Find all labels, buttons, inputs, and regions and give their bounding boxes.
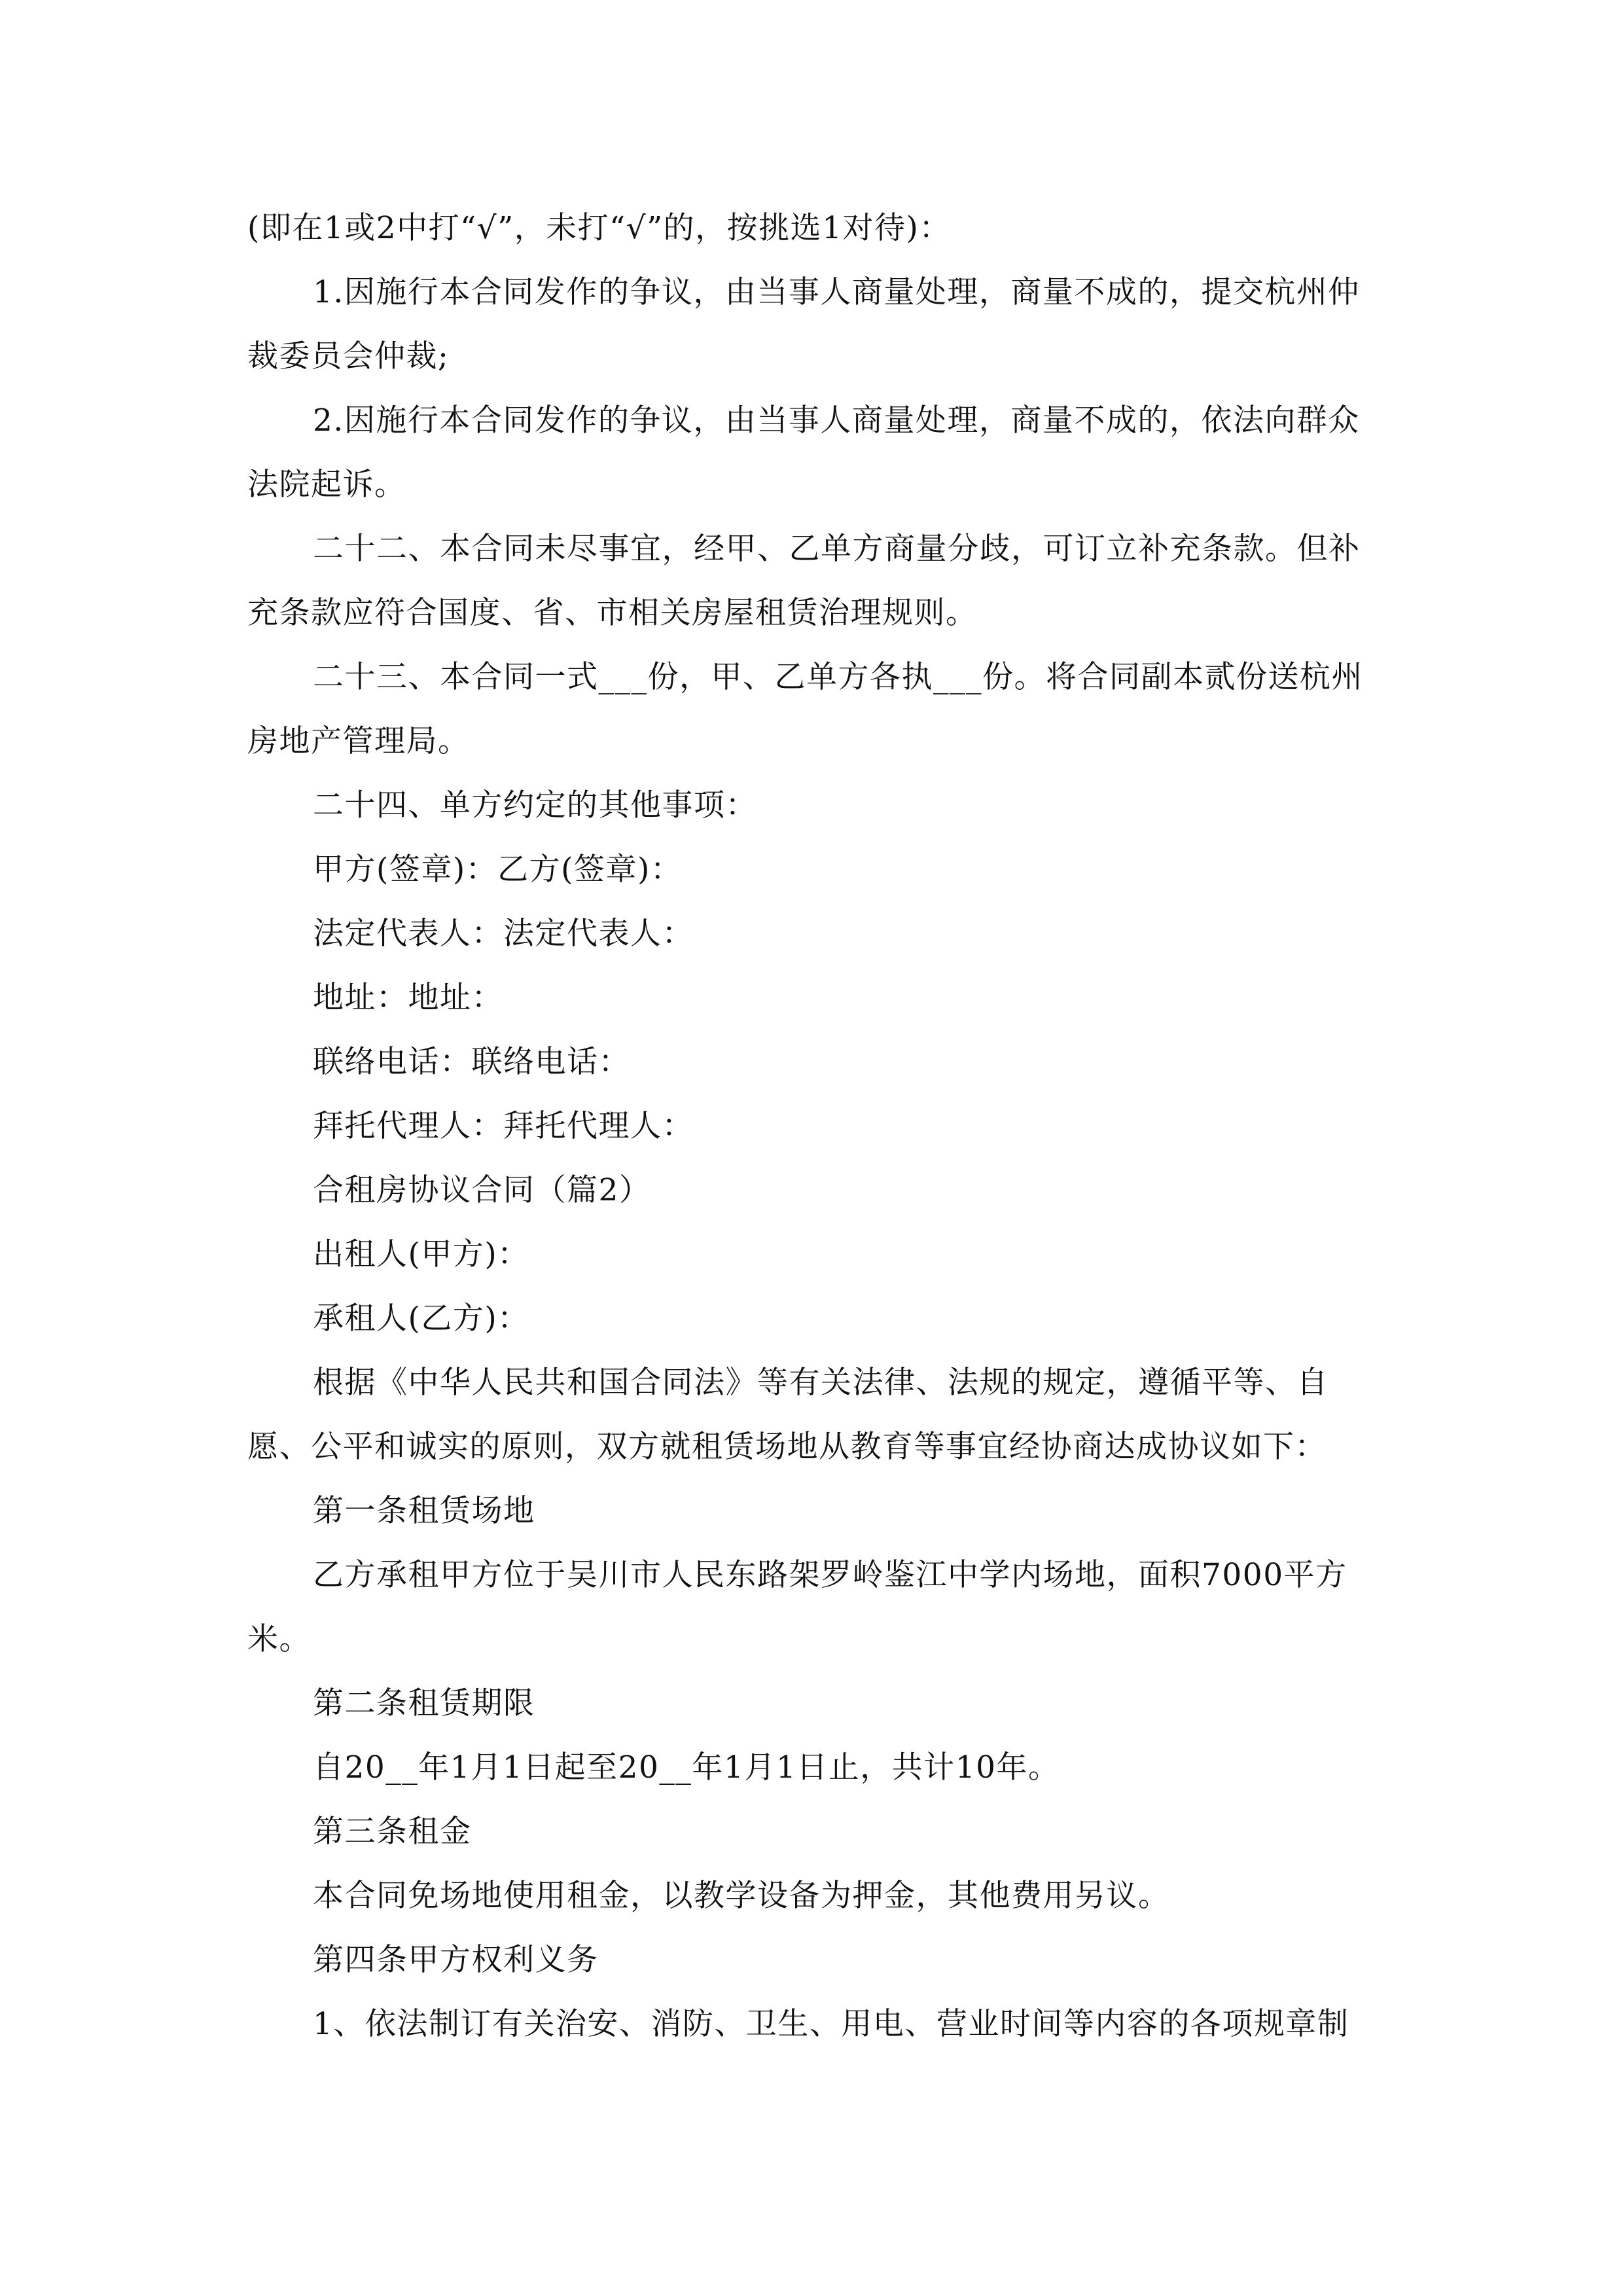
party-line: 承租人(乙方)： (313, 1300, 529, 1336)
paragraph: 二十三、本合同一式___份，甲、乙单方各执___份。将合同副本贰份送杭州房地产管理局。 (247, 659, 1363, 759)
document-body (247, 196, 1380, 2056)
paragraph: 二十四、单方约定的其他事项： (313, 787, 757, 823)
paragraph: 乙方承租甲方位于吴川市人民东路架罗岭鉴江中学内场地，面积7000平方米。 (247, 1557, 1347, 1657)
article-heading: 第一条租赁场地 (313, 1493, 535, 1529)
paragraph: 2.因施行本合同发作的争议，由当事人商量处理，商量不成的，依法向群众法院起诉。 (247, 403, 1360, 503)
article-heading: 第三条租金 (313, 1814, 472, 1850)
article-heading: 第四条甲方权利义务 (313, 1942, 599, 1978)
paragraph: 1、依法制订有关治安、消防、卫生、用电、营业时间等内容的各项规章制 (313, 2006, 1349, 2042)
paragraph: 根据《中华人民共和国合同法》等有关法律、法规的规定，遵循平等、自愿、公平和诚实的原则，双方就租赁场地从教育等事宜经协商达成协议如下： (247, 1365, 1329, 1465)
paragraph: 本合同免场地使用租金，以教学设备为押金，其他费用另议。 (313, 1878, 1170, 1914)
paragraph: 二十二、本合同未尽事宜，经甲、乙单方商量分歧，可订立补充条款。但补充条款应符合国度、省、市相关房屋租赁治理规则。 (247, 531, 1361, 631)
signature-line: 联络电话：联络电话： (313, 1044, 630, 1080)
party-line: 出租人(甲方)： (313, 1236, 529, 1272)
signature-line: 地址：地址： (313, 980, 503, 1016)
paragraph: 1.因施行本合同发作的争议，由当事人商量处理，商量不成的，提交杭州仲裁委员会仲裁; (247, 274, 1360, 374)
signature-line: 甲方(签章)：乙方(签章)： (313, 852, 683, 888)
section-heading: 合租房协议合同（篇2） (313, 1172, 651, 1208)
article-heading: 第二条租赁期限 (313, 1685, 535, 1721)
paragraph: (即在1或2中打“√”，未打“√”的，按挑选1对待)： (247, 210, 951, 246)
paragraph: 自20__年1月1日起至20__年1月1日止，共计10年。 (313, 1749, 1060, 1785)
signature-line: 拜托代理人：拜托代理人： (313, 1108, 694, 1144)
signature-line: 法定代表人：法定代表人： (313, 916, 694, 952)
